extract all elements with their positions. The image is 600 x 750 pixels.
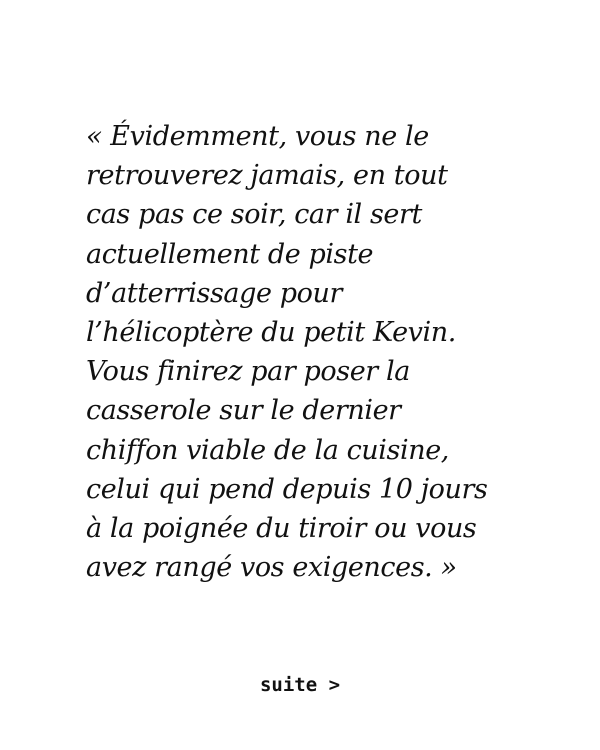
quote-line: chiffon viable de la cuisine, xyxy=(86,434,449,466)
quote-line: casserole sur le dernier xyxy=(86,395,401,427)
quote-line: Vous finirez par poser la xyxy=(86,356,410,388)
quote-line: celui qui pend depuis 10 jours xyxy=(86,473,488,505)
quote-line: l’hélicoptère du petit Kevin. xyxy=(86,317,456,349)
quote-text xyxy=(86,117,556,587)
quote-line: cas pas ce soir, car il sert xyxy=(86,199,422,231)
quote-line: « Évidemment, vous ne le xyxy=(86,121,429,152)
quote-line: à la poignée du tiroir ou vous xyxy=(86,513,477,545)
quote-line: actuellement de piste xyxy=(86,238,374,270)
next-link[interactable]: suite > xyxy=(259,674,341,696)
quote-line: retrouverez jamais, en tout xyxy=(86,160,448,192)
quote-line: avez rangé vos exigences. » xyxy=(86,552,457,584)
quote-line: d’atterrissage pour xyxy=(86,277,342,309)
